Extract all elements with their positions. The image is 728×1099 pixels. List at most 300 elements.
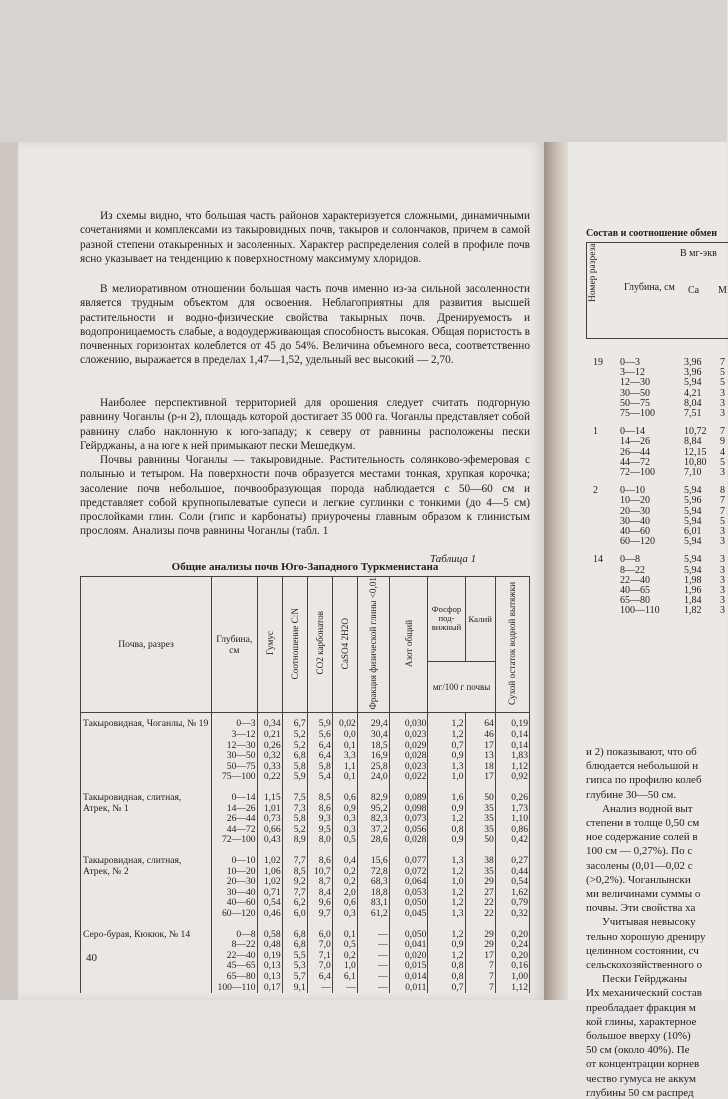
cell-value: — <box>346 981 356 993</box>
cell-value: 0,32 <box>511 907 528 919</box>
cell-value: 6,7 <box>293 718 306 730</box>
cell-value: 0,077 <box>404 854 427 866</box>
right-ca: 1,96 <box>684 585 702 596</box>
cell-value: 45—65 <box>226 960 256 972</box>
cell-value: 29 <box>484 876 494 888</box>
cell-value: 12—30 <box>226 739 256 751</box>
cell-value: 6,0 <box>318 928 331 940</box>
cell-value: — <box>378 970 388 982</box>
right-depth: 3—12 <box>620 367 645 379</box>
cell-value: 13 <box>484 750 494 762</box>
right-text-line: Пески Гейрджаны <box>602 973 687 986</box>
right-depth: 14—26 <box>620 436 650 448</box>
header-cn: Соотношение C:N <box>289 607 300 679</box>
cell-value: 0,79 <box>511 897 528 909</box>
right-text-line: (>0,2%). Чоганлынски <box>586 873 691 886</box>
right-m: 8 <box>720 485 725 497</box>
right-m: 3 <box>720 585 725 596</box>
soil-name: Такыровидная, Чоганлы, № 19 <box>81 713 212 783</box>
cell-value: 0,54 <box>511 876 528 888</box>
cell-value: 0,02 <box>339 718 356 730</box>
right-depth: 10—20 <box>620 495 650 507</box>
cell-value: 29 <box>484 939 494 951</box>
table-row <box>81 920 530 994</box>
cell-value: 28,6 <box>370 834 388 846</box>
table-row <box>81 783 530 846</box>
right-text-line: гипса по профилю колеб <box>586 774 702 787</box>
cell-value: — <box>378 939 388 951</box>
right-text-line: чество гумуса не аккум <box>586 1072 696 1085</box>
cell-value: 0—8 <box>236 928 256 940</box>
cell-value: 1,00 <box>511 970 528 982</box>
cell-value: 0,072 <box>404 865 427 877</box>
right-ca: 1,82 <box>684 605 702 617</box>
soil-name: Такыровидная, слитная, Атрек, № 1 <box>81 783 212 846</box>
table-cell <box>495 920 529 994</box>
cell-value: 0,33 <box>263 760 281 772</box>
right-text-line: тельно хорошую дрениру <box>586 930 706 943</box>
table-cell <box>389 920 428 994</box>
right-m: 3 <box>720 554 725 566</box>
cell-value: 0,023 <box>404 760 427 772</box>
cell-value: 18 <box>484 760 494 772</box>
right-depth: 44—72 <box>620 456 650 468</box>
cell-value: 7 <box>488 960 494 972</box>
cell-value: 7,3 <box>293 802 306 814</box>
cell-value: 22 <box>484 897 494 909</box>
cell-value: 0,20 <box>511 928 528 940</box>
right-ca: 1,98 <box>684 574 702 586</box>
cell-value: 5,3 <box>293 960 306 972</box>
cell-value: 7 <box>488 981 494 993</box>
cell-value: 0,9 <box>451 750 464 762</box>
table-cell <box>465 713 495 783</box>
right-col-ca: Ca <box>688 285 700 296</box>
table-cell <box>282 713 307 783</box>
right-ca: 6,01 <box>684 526 702 537</box>
table-cell <box>495 846 529 920</box>
right-m: 5 <box>720 515 725 527</box>
cell-value: 1,0 <box>451 876 464 888</box>
cell-value: — <box>378 981 388 993</box>
cell-value: 0,16 <box>511 960 528 972</box>
cell-value: 95,2 <box>370 802 388 814</box>
cell-value: 27 <box>484 886 494 898</box>
cell-value: 7,0 <box>318 960 331 972</box>
cell-value: 1,0 <box>343 960 356 972</box>
paragraph-1: Из схемы видно, что большая часть районов характеризуется сложными, динамичными сочетаниями и комплексами из такыровидных почв, такыров и солончаков, причем в самой разной степени отакыренных и засоленных. Характер распределения солей в профиле почв ясно указывает на тенденцию к поверхностному максимуму хлоридов. <box>80 210 530 265</box>
cell-value: 8,5 <box>318 792 331 803</box>
cell-value: — <box>321 981 331 993</box>
right-depth: 65—80 <box>620 595 650 607</box>
table-cell <box>212 846 258 920</box>
cell-value: — <box>378 949 388 961</box>
right-depth: 50—75 <box>620 397 650 409</box>
cell-value: 44—72 <box>226 823 256 835</box>
cell-value: 0,54 <box>263 897 281 909</box>
cell-value: 0,5 <box>343 939 356 951</box>
right-depth: 30—50 <box>620 387 650 399</box>
cell-value: 5,2 <box>293 739 306 751</box>
cell-value: 0,44 <box>511 865 528 877</box>
cell-value: 0—14 <box>231 792 256 803</box>
header-soil: Почва, разрез <box>81 577 212 713</box>
cell-value: 0,1 <box>343 739 356 751</box>
cell-value: 6,2 <box>293 897 306 909</box>
cell-value: 0,7 <box>451 739 464 751</box>
right-text-line: блюдается небольшой н <box>586 760 699 773</box>
header-co2: CO2 карбонатов <box>314 611 325 675</box>
right-depth: 0—14 <box>620 426 645 438</box>
right-ca: 1,84 <box>684 595 702 607</box>
cell-value: 0,1 <box>343 771 356 783</box>
cell-value: 0,48 <box>263 939 281 951</box>
right-ca: 5,94 <box>684 377 702 389</box>
cell-value: 25,8 <box>370 760 388 772</box>
table-cell <box>465 920 495 994</box>
cell-value: 0,3 <box>343 813 356 825</box>
right-text-line: засолены (0,01—0,02 с <box>586 859 693 872</box>
cell-value: 7,7 <box>293 854 306 866</box>
right-depth: 0—3 <box>620 357 640 368</box>
cell-value: 5,8 <box>293 813 306 825</box>
cell-value: 0,58 <box>263 928 281 940</box>
right-group-number: 1 <box>593 426 598 438</box>
table-cell <box>332 713 357 783</box>
book-spine <box>544 142 568 1000</box>
cell-value: 0,9 <box>451 802 464 814</box>
cell-value: 1,02 <box>263 876 281 888</box>
cell-value: 5,6 <box>318 729 331 741</box>
cell-value: 82,9 <box>370 792 388 803</box>
right-text-line: Учитывая невысоку <box>602 916 696 929</box>
cell-value: 0,041 <box>404 939 427 951</box>
cell-value: 1,0 <box>451 771 464 783</box>
cell-value: 8,0 <box>318 834 331 846</box>
cell-value: 1,06 <box>263 865 281 877</box>
right-ca: 7,10 <box>684 467 702 478</box>
cell-value: 5,2 <box>293 823 306 835</box>
cell-value: 5,2 <box>293 729 306 741</box>
cell-value: 6,4 <box>318 970 331 982</box>
right-depth: 30—40 <box>620 515 650 527</box>
right-text-line: степени в толще 0,50 см <box>586 817 700 829</box>
header-potassium: Калий <box>465 577 495 662</box>
table-cell <box>428 920 465 994</box>
cell-value: 0,19 <box>511 718 528 730</box>
right-depth: 60—120 <box>620 536 655 548</box>
cell-value: 17 <box>484 739 494 751</box>
cell-value: 0,089 <box>404 792 427 803</box>
cell-value: 3,3 <box>343 750 356 762</box>
cell-value: 8,6 <box>318 854 331 866</box>
right-ca: 3,96 <box>684 357 702 368</box>
right-group-number: 2 <box>593 485 598 497</box>
cell-value: 0,9 <box>451 939 464 951</box>
table-cell <box>257 846 282 920</box>
cell-value: 5,7 <box>293 970 306 982</box>
cell-value: 0,32 <box>263 750 281 762</box>
cell-value: 1,83 <box>511 750 528 762</box>
cell-value: 0,71 <box>263 886 281 898</box>
right-m: 3 <box>720 387 725 399</box>
right-text-line: почвы. Эти свойства ха <box>586 902 696 915</box>
header-residue: Сухой остаток водной вытяжки <box>507 581 518 705</box>
right-ca: 10,80 <box>684 456 707 468</box>
right-ca: 5,94 <box>684 485 702 497</box>
cell-value: 16,9 <box>370 750 388 762</box>
header-nitrogen: Азот общий <box>403 619 414 667</box>
right-text-line: кой глины, характерное <box>586 1015 697 1028</box>
cell-value: 0,8 <box>451 960 464 972</box>
cell-value: 10—20 <box>226 865 256 877</box>
cell-value: 72—100 <box>222 834 256 846</box>
cell-value: 0,020 <box>404 949 427 961</box>
cell-value: 5,5 <box>293 949 306 961</box>
right-depth: 100—110 <box>620 605 660 617</box>
cell-value: 0,028 <box>404 750 427 762</box>
cell-value: 65—80 <box>226 970 256 982</box>
cell-value: 5,8 <box>318 760 331 772</box>
right-ca: 12,15 <box>684 446 707 458</box>
cell-value: 50 <box>484 834 494 846</box>
right-m: 3 <box>720 595 725 607</box>
cell-value: 1,2 <box>451 718 464 730</box>
cell-value: 50 <box>484 792 494 803</box>
right-ca: 5,94 <box>684 564 702 576</box>
right-depth: 12—30 <box>620 377 650 389</box>
table-row <box>81 713 530 783</box>
header-units: мг/100 г почвы <box>428 661 495 713</box>
right-m: 3 <box>720 536 725 548</box>
table-row <box>81 846 530 920</box>
paragraph-4: Почвы равнины Чоганлы — такыровидные. Растительность солянково-эфемеровая с полынью и тетыром. На поверхности почв образуется местами тонкая, хрупкая корочка; засоление почв небольшое, почвообразующая порода наблюдается с 50—60 см и представляет собой крупнопылеватые супеси и легкие суглинки с тонкими (до 4—5 см) прослойками глин. Соли (гипс и карбонаты) приурочены главным образом к глинистым прослоям. Анализы почв равнины Чоганлы (табл. 1 <box>80 454 530 538</box>
right-depth: 72—100 <box>620 467 655 478</box>
cell-value: 0,86 <box>511 823 528 835</box>
cell-value: 0,2 <box>343 865 356 877</box>
cell-value: 1,15 <box>263 792 281 803</box>
right-depth: 75—100 <box>620 408 655 419</box>
table-cell <box>389 713 428 783</box>
right-group-number: 19 <box>593 357 603 368</box>
cell-value: 7,1 <box>318 949 331 961</box>
cell-value: 0,26 <box>263 739 281 751</box>
cell-value: 1,3 <box>451 760 464 772</box>
cell-value: 29 <box>484 928 494 940</box>
right-m: 3 <box>720 467 725 478</box>
right-col-depth: Глубина, см <box>624 282 675 293</box>
right-text-line: сельскохозяйственного о <box>586 959 703 971</box>
table-cell <box>495 713 529 783</box>
table-cell <box>465 846 495 920</box>
table-cell <box>357 920 389 994</box>
table-cell <box>357 846 389 920</box>
right-text-line: глубине 30—50 см. <box>586 788 677 801</box>
cell-value: 9,2 <box>293 876 306 888</box>
cell-value: 9,3 <box>318 813 331 825</box>
cell-value: 20—30 <box>226 876 256 888</box>
cell-value: 0,17 <box>263 981 281 993</box>
cell-value: 0,056 <box>404 823 427 835</box>
cell-value: 1,02 <box>263 854 281 866</box>
right-depth: 40—65 <box>620 585 650 596</box>
cell-value: 22 <box>484 907 494 919</box>
cell-value: 0,011 <box>405 981 427 993</box>
cell-value: 0,050 <box>404 928 427 940</box>
right-depth: 0—10 <box>620 485 645 497</box>
cell-value: 5,9 <box>318 718 331 730</box>
cell-value: 5,8 <box>293 760 306 772</box>
cell-value: 0,24 <box>511 939 528 951</box>
cell-value: 0,42 <box>511 834 528 846</box>
table-cell <box>257 783 282 846</box>
cell-value: 1,73 <box>511 802 528 814</box>
cell-value: 1,6 <box>451 792 464 803</box>
cell-value: 6,8 <box>293 939 306 951</box>
right-depth: 0—8 <box>620 554 640 566</box>
cell-value: 0,014 <box>404 970 427 982</box>
right-m: 4 <box>720 446 725 458</box>
table-cell <box>257 713 282 783</box>
right-text-line: Их механический состав <box>586 987 702 1000</box>
cell-value: 1,12 <box>511 760 528 772</box>
table-cell <box>357 713 389 783</box>
cell-value: 8,4 <box>318 886 331 898</box>
cell-value: 7,0 <box>318 939 331 951</box>
right-text-line: глубины 50 см распред <box>586 1086 694 1099</box>
cell-value: 0,21 <box>263 729 281 741</box>
cell-value: 9,6 <box>318 897 331 909</box>
right-col-num: Номер разреза <box>588 243 598 302</box>
cell-value: 0,8 <box>451 823 464 835</box>
cell-value: 0,050 <box>404 897 427 909</box>
right-text-line: Анализ водной выт <box>602 802 693 815</box>
table-cell <box>307 920 332 994</box>
cell-value: 22—40 <box>226 949 256 961</box>
right-m: 3 <box>720 605 725 617</box>
cell-value: 0,023 <box>404 729 427 741</box>
table-cell <box>495 783 529 846</box>
right-page <box>568 142 727 1099</box>
table-cell <box>332 920 357 994</box>
cell-value: 7,7 <box>293 886 306 898</box>
table-cell <box>428 713 465 783</box>
cell-value: 1,01 <box>263 802 281 814</box>
right-ca: 5,94 <box>684 536 702 548</box>
cell-value: 0,064 <box>404 876 427 888</box>
cell-value: 72,8 <box>370 865 388 877</box>
cell-value: 61,2 <box>370 907 388 919</box>
cell-value: 8,7 <box>318 876 331 888</box>
cell-value: 6,0 <box>293 907 306 919</box>
soil-analysis-table <box>80 576 530 993</box>
header-depth: Глубина, см <box>212 577 258 713</box>
cell-value: 50—75 <box>226 760 256 772</box>
right-ca: 3,96 <box>684 367 702 379</box>
cell-value: 0,13 <box>263 960 281 972</box>
cell-value: 0,34 <box>263 718 281 730</box>
cell-value: 60—120 <box>222 907 256 919</box>
table-cell <box>389 783 428 846</box>
cell-value: 0,2 <box>343 949 356 961</box>
cell-value: 24,0 <box>370 771 388 783</box>
cell-value: 46 <box>484 729 494 741</box>
table-cell <box>282 783 307 846</box>
cell-value: 30—40 <box>226 886 256 898</box>
cell-value: 0,14 <box>511 729 528 741</box>
cell-value: 0,20 <box>511 949 528 961</box>
right-col-m: M <box>718 285 727 296</box>
cell-value: 29,4 <box>370 718 388 730</box>
cell-value: 6,4 <box>318 750 331 762</box>
cell-value: 6,1 <box>343 970 356 982</box>
right-depth: 22—40 <box>620 574 650 586</box>
right-m: 3 <box>720 397 725 409</box>
cell-value: 0,73 <box>263 813 281 825</box>
right-m: 3 <box>720 526 725 537</box>
cell-value: 15,6 <box>370 854 388 866</box>
right-text-line: целинном состоянии, сч <box>586 944 699 957</box>
cell-value: 1,2 <box>451 729 464 741</box>
cell-value: 0,053 <box>404 886 427 898</box>
cell-value: 1,2 <box>451 928 464 940</box>
header-humus: Гумус <box>264 631 275 656</box>
soil-name: Серо-бурая, Кюкюк, № 14 <box>81 920 212 994</box>
cell-value: 1,2 <box>451 949 464 961</box>
cell-value: 0,9 <box>451 834 464 846</box>
cell-value: 0,43 <box>263 834 281 846</box>
cell-value: 0—3 <box>236 718 256 730</box>
right-ca: 5,96 <box>684 495 702 507</box>
table-cell <box>307 846 332 920</box>
right-m: 3 <box>720 564 725 576</box>
table-cell <box>257 920 282 994</box>
cell-value: 0,92 <box>511 771 528 783</box>
right-text-line: 100 см — 0,27%). По с <box>586 845 693 858</box>
right-m: 3 <box>720 574 725 586</box>
table-cell <box>465 783 495 846</box>
cell-value: 0,045 <box>404 907 427 919</box>
cell-value: 0,098 <box>404 802 427 814</box>
right-m: 7 <box>720 357 725 368</box>
right-m: 7 <box>720 426 725 438</box>
right-m: 9 <box>720 436 725 448</box>
cell-value: 3—12 <box>231 729 256 741</box>
paragraph-2: В мелиоративном отношении большая часть почв именно из-за сильной засоленности является трудным объектом для освоения. Неблагоприятны для развития высшей растительности и водно-физические свойства такырных почв. Дренируемость и водопроницаемость слабые, а водоудерживающая способность высокая. Общая пористость в почвенных горизонтах колеблется от 45 до 54%. Величина объемного веса, соответственно сложению, выражается в пределах 1,47—1,52, удельный вес высокий — 2,70. <box>80 283 530 367</box>
right-table-header: Состав и соотношение обмен <box>586 228 717 239</box>
right-text-line: ми величинами суммы о <box>586 888 701 900</box>
cell-value: 0,2 <box>343 876 356 888</box>
cell-value: 0,4 <box>343 854 356 866</box>
cell-value: 8—22 <box>231 939 256 951</box>
right-ca: 5,94 <box>684 515 702 527</box>
cell-value: 18,5 <box>370 739 388 751</box>
right-col-unit: В мг-экв <box>680 248 717 259</box>
right-depth: 20—30 <box>620 505 650 517</box>
right-text-line: преобладает фракция м <box>586 1001 696 1014</box>
cell-value: 6,4 <box>318 739 331 751</box>
cell-value: 0,6 <box>343 792 356 803</box>
cell-value: 0,3 <box>343 907 356 919</box>
cell-value: 0,27 <box>511 854 528 866</box>
cell-value: 37,2 <box>370 823 388 835</box>
table-cell <box>307 713 332 783</box>
right-depth: 8—22 <box>620 564 645 576</box>
cell-value: 35 <box>484 865 494 877</box>
right-m: 5 <box>720 367 725 379</box>
right-text-line: ное содержание солей в <box>586 831 698 844</box>
table-cell <box>307 783 332 846</box>
